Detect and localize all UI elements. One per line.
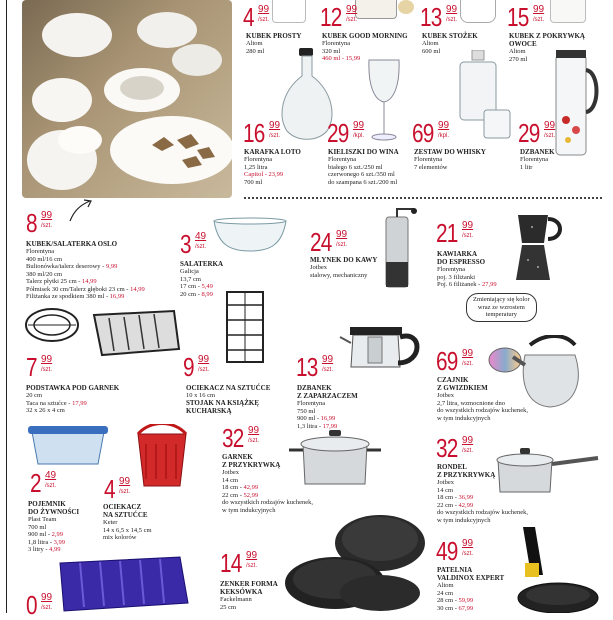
- price-kubek-stozek: 13 99 /szt.: [420, 2, 458, 32]
- desc-ociekacz-sztucce: 10 x 16 cm: [186, 392, 216, 399]
- name-salaterka-oslo: KUBEK/SALATERKA OSLO: [26, 240, 118, 248]
- desc-garnek: Jotbex 14 cm 18 cm - 42,99 22 cm - 52,99 do wszystkich rodzajów kuchenek, w tym indukcyjnych: [222, 469, 313, 514]
- price-bottom-left: 0 99 /szt.: [26, 590, 53, 620]
- wine-glass-image: [364, 55, 404, 155]
- name-garnek: GARNEK Z PRZYKRYWKĄ: [222, 453, 281, 469]
- price-czajnik: 69 99 /szt.: [436, 346, 474, 376]
- name-rondel: RONDEL Z PRZYKRYWKĄ: [437, 463, 496, 479]
- baking-forms-image: [280, 503, 430, 613]
- color-change-callout: Zmieniający się kolor wraz ze wzrostem temperatury: [466, 293, 537, 322]
- desc-ociekacz-keter: Keter 14 x 6,5 x 14,5 cm mix kolorów: [103, 519, 152, 541]
- cookbook-stand-image: [222, 290, 272, 370]
- name-pojemnik: POJEMNIK DO ŻYWNOŚCI: [28, 500, 80, 516]
- name-kubek-prosty: KUBEK PROSTY: [246, 32, 302, 40]
- tableware-illustration: [22, 0, 232, 198]
- frying-pan-image: [513, 523, 603, 613]
- left-rule: [6, 0, 7, 613]
- price-karafka: 16 99 /szt.: [243, 118, 281, 148]
- price-rondel: 32 99 /szt.: [436, 433, 474, 463]
- price-pojemnik: 2 49 /szt.: [30, 468, 57, 498]
- desc-kawiarka: Florentyna poj. 3 filiżanki Poj. 6 filiżanek - 27,99: [437, 266, 497, 288]
- moka-pot-image: [498, 205, 578, 285]
- price-salaterka-oslo: 8 99 /szt.: [26, 208, 53, 238]
- name-salaterka: SALATERKA: [180, 260, 224, 268]
- cutlery-drainer-image: [130, 424, 200, 494]
- desc-kubek-stozek: Altom 600 ml: [422, 40, 441, 55]
- price-kieliszki: 29 99 /kpl.: [327, 118, 365, 148]
- price-ociekacz-sztucce: 9 99 /szt.: [183, 352, 210, 382]
- name-patelnia: PATELNIA VALDINOX EXPERT: [437, 566, 505, 582]
- desc-czajnik: Jotbex 2,7 litra, wzmocnione dno do wszystkich rodzajów kuchenek, w tym indukcyjnych: [437, 392, 528, 422]
- price-kawiarka: 21 99 /szt.: [436, 218, 474, 248]
- name-dzbanek: DZBANEK: [520, 148, 555, 156]
- tableware-photo: [22, 0, 232, 198]
- desc-kieliszki: Florentyna białego 6 szt./250 ml czerwonego 6 szt./350 ml do szampana 6 szt./200 ml: [328, 156, 398, 186]
- name-kubek-stozek: KUBEK STOŻEK: [422, 32, 478, 40]
- desc-karafka: Florentyna 1,25 litra Capitol - 23,99 700 ml: [244, 156, 284, 186]
- desc-whisky: Florentyna 7 elementów: [414, 156, 448, 171]
- name-karafka: KARAFKA LOTO: [244, 148, 301, 156]
- jug-image: [548, 50, 603, 170]
- dish-rack-image: [50, 553, 200, 613]
- desc-dzbanek: Florentyna 1 litr: [520, 156, 549, 171]
- desc-salaterka: Galicja 13,7 cm 17 cm - 5,49 20 cm - 8,99: [180, 268, 213, 298]
- name-kubek-pokrywka: KUBEK Z POKRYWKĄ OWOCE: [509, 32, 585, 48]
- name-kawiarka: KAWIARKA DO ESPRESSO: [437, 250, 486, 266]
- price-dzbanek-zaparzacz: 13 99 /szt.: [296, 352, 334, 382]
- food-container-image: [26, 422, 116, 472]
- name-mlynek: MŁYNEK DO KAWY: [310, 256, 378, 264]
- price-kubek-prosty: 4 99 /szt.: [243, 2, 270, 32]
- price-patelnia: 49 99 /szt.: [436, 536, 474, 566]
- name-dzbanek-zaparzacz: DZBANEK Z ZAPARZACZEM: [297, 384, 358, 400]
- desc-dzbanek-zaparzacz: Florentyna 750 ml 900 ml - 16,99 1,3 litra - 17,99: [297, 400, 338, 430]
- section-divider: [244, 197, 602, 199]
- desc-kubek-prosty: Altom 280 ml: [246, 40, 265, 55]
- desc-podstawka: 20 cm Taca na sztućce - 17,99 32 x 26 x 4 cm: [26, 392, 87, 414]
- price-garnek: 32 99 /szt.: [222, 423, 260, 453]
- name-podstawka: PODSTAWKA POD GARNEK: [26, 384, 120, 392]
- price-kubek-pokrywka: 15 99 /szt.: [507, 2, 545, 32]
- glass-bowl-image: [210, 215, 290, 255]
- whisky-set-image: [450, 50, 520, 150]
- name-zenker: ZENKER FORMA KEKSÓWKA: [220, 580, 278, 596]
- desc-rondel: Jotbex 14 cm 18 cm - 36,99 22 cm - 42,99 do wszystkich rodzajów kuchenek, w tym indukcyjnych: [437, 479, 528, 524]
- mug-tag-image: [398, 0, 414, 14]
- name-whisky: ZESTAW DO WHISKY: [414, 148, 486, 156]
- price-whisky: 69 99 /kpl.: [412, 118, 450, 148]
- name-kubek-good: KUBEK GOOD MORNING: [322, 32, 408, 40]
- coffee-grinder-image: [380, 207, 420, 297]
- name-stojak: STOJAK NA KSIĄŻKĘ KUCHARSKĄ: [186, 399, 260, 415]
- desc-kubek-good: Florentyna 320 ml 460 ml - 15,99: [322, 40, 361, 62]
- price-dzbanek: 29 99 /szt.: [518, 118, 556, 148]
- desc-zenker: Fackelmann 25 cm: [220, 596, 252, 611]
- price-zenker: 14 99 /szt.: [220, 548, 258, 578]
- price-podstawka: 7 99 /szt.: [26, 352, 53, 382]
- desc-pojemnik: Plast Team 700 ml 900 ml - 2,99 1,8 litra - 3,99 3 litry - 4,99: [28, 516, 66, 553]
- curved-arrow-icon: [66, 197, 96, 223]
- price-ociekacz-keter: 4 99 /szt.: [104, 474, 131, 504]
- name-kieliszki: KIELISZKI DO WINA: [328, 148, 399, 156]
- price-mlynek: 24 99 /szt.: [310, 227, 348, 257]
- name-ociekacz-sztucce: OCIEKACZ NA SZTUĆCE: [186, 384, 271, 392]
- price-kubek-good: 12 99 /szt.: [320, 2, 358, 32]
- desc-patelnia: Altom 24 cm 28 cm - 59,99 30 cm - 67,99: [437, 582, 474, 612]
- mug-good-morning-image: [355, 0, 397, 19]
- desc-kubek-pokrywka: Altom 270 ml: [509, 48, 528, 63]
- mug-straight-image: [272, 0, 306, 23]
- mug-lid-image: [550, 0, 586, 23]
- teapot-infuser-image: [338, 315, 428, 375]
- price-salaterka: 3 49 /szt.: [180, 229, 207, 259]
- desc-mlynek: Jotbex stalowy, mechaniczny: [310, 264, 368, 279]
- mug-cone-image: [460, 0, 496, 23]
- name-ociekacz-keter: OCIEKACZ NA SZTUĆCE: [103, 503, 148, 519]
- desc-salaterka-oslo: Florentyna 400 ml/16 cm Bulionówka/talerz deserowy - 9,99 380 ml/20 cm Talerz płytki 25 cm - 14,99 Półmisek 30 cm/Talerz głęboki 23 cm - 14,99 Filiżanka ze spodkiem 380 ml - 16,99: [26, 248, 145, 300]
- name-czajnik: CZAJNIK Z GWIZDKIEM: [437, 376, 488, 392]
